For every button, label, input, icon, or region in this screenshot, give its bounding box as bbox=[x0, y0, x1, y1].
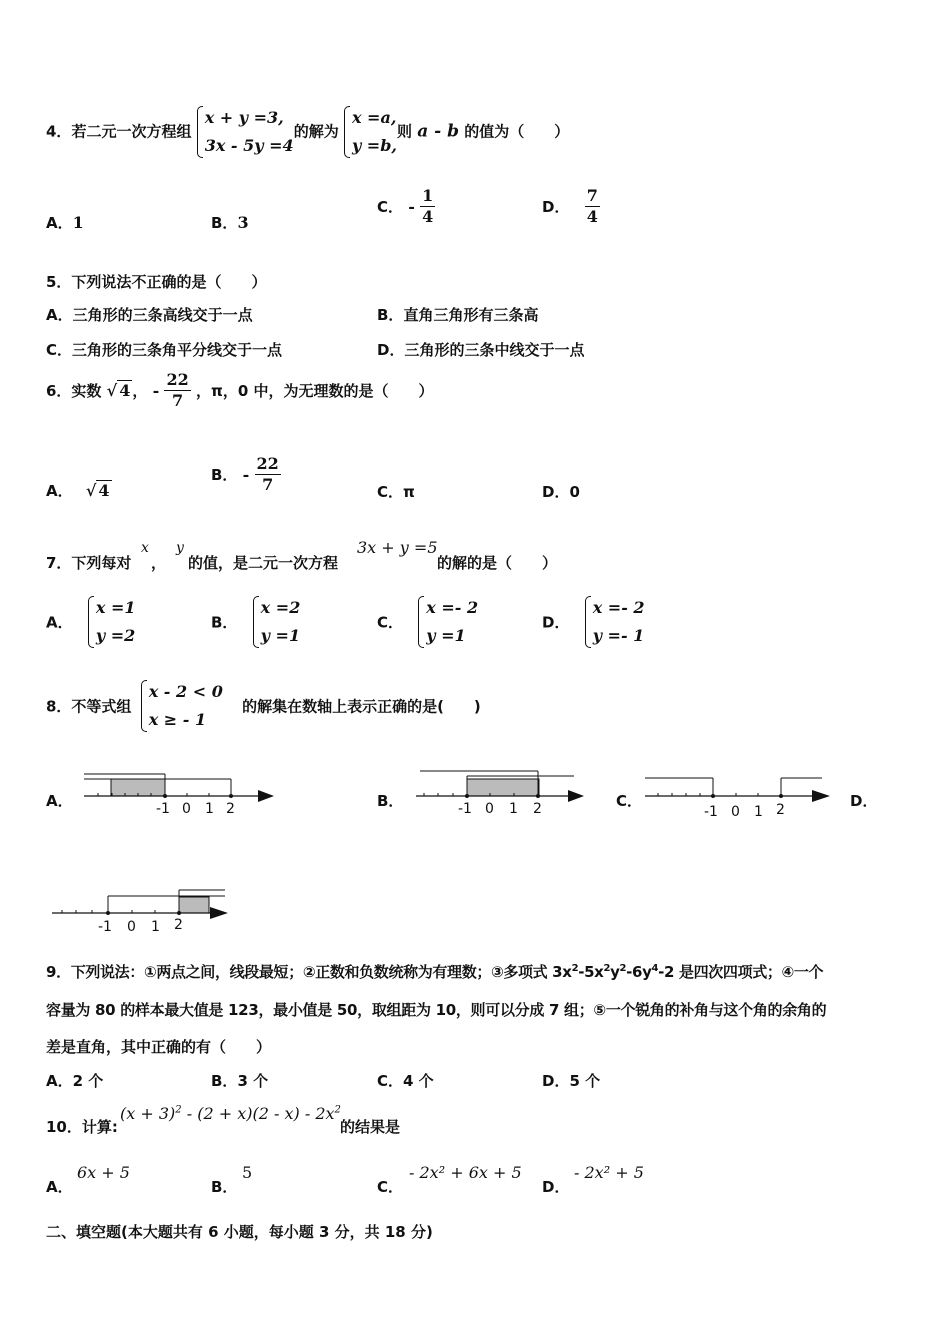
option-sqrt: √ 4 bbox=[85, 481, 110, 500]
question-4 bbox=[46, 104, 569, 160]
q8-option-c-numberline[interactable] bbox=[640, 766, 834, 822]
q6-sep: ， bbox=[132, 382, 148, 400]
q6-stem-pre: 6．实数 bbox=[46, 382, 102, 400]
tick-label: 1 bbox=[754, 804, 763, 820]
option-label: D． bbox=[542, 198, 570, 216]
q9-option-a[interactable] bbox=[46, 1070, 103, 1091]
q4-number: 4． bbox=[46, 122, 72, 141]
option-text: 1 bbox=[72, 213, 84, 232]
q9-line-3: 差是直角，其中正确的有（ ） bbox=[46, 1038, 272, 1056]
q7-option-d[interactable] bbox=[542, 594, 645, 650]
option-system bbox=[253, 594, 301, 650]
q9-line-2: 容量为 80 的样本最大值是 123，最小值是 50，取组距为 10，则可以分成 7 组；⑤一个锐角的补角与这个角的余角的 bbox=[46, 1001, 827, 1019]
option-label: D． bbox=[542, 483, 570, 501]
system-row: x =- 2 bbox=[426, 598, 479, 617]
q4-expr: a - b bbox=[417, 121, 460, 142]
option-label: C． bbox=[377, 483, 404, 501]
q9-text: 9．下列说法：①两点之间，线段最短；②正数和负数统称为有理数；③多项式 3x bbox=[46, 963, 572, 981]
denominator: 4 bbox=[422, 207, 434, 226]
system-row: x =2 bbox=[260, 598, 301, 617]
option-fraction bbox=[255, 454, 281, 495]
tick-label: 2 bbox=[226, 801, 235, 817]
option-text: π bbox=[403, 483, 415, 501]
q7-option-b[interactable] bbox=[211, 594, 300, 650]
point bbox=[106, 911, 110, 915]
tick-label: -1 bbox=[156, 801, 170, 817]
system-row: x =- 2 bbox=[592, 598, 645, 617]
q4-system-2-row-2: y =b, bbox=[351, 136, 397, 155]
option-sign: - bbox=[408, 197, 415, 216]
tick-label: 0 bbox=[731, 804, 740, 820]
option-label: C． bbox=[46, 341, 73, 359]
q9-text: -2 是四次四项式；④一个 bbox=[658, 963, 824, 981]
question-6 bbox=[46, 370, 433, 411]
option-label: A． bbox=[46, 1072, 73, 1090]
q4-system-2-row-1: x =a, bbox=[351, 108, 397, 127]
q10-exp-a: 2 bbox=[175, 1104, 182, 1116]
q9-line-1 bbox=[46, 961, 823, 982]
q8-option-b-label[interactable]: B． bbox=[377, 792, 404, 810]
q5-option-a[interactable] bbox=[46, 304, 253, 325]
shaded-region bbox=[467, 779, 539, 796]
q8-stem-post: 的解集在数轴上表示正确的是( ) bbox=[242, 697, 481, 716]
point bbox=[711, 794, 715, 798]
option-label: A． bbox=[46, 306, 73, 324]
q6-stem-post: ，π，0 中，为无理数的是（ ） bbox=[195, 382, 434, 400]
numerator: 1 bbox=[422, 186, 434, 205]
option-fraction bbox=[585, 186, 600, 227]
tick-label: 1 bbox=[509, 801, 518, 817]
axis-arrow bbox=[812, 790, 830, 802]
option-label: B． bbox=[211, 466, 238, 484]
q8-option-a-numberline[interactable] bbox=[78, 766, 278, 822]
q6-option-b[interactable] bbox=[211, 454, 281, 495]
q10-option-a-label[interactable]: A． bbox=[46, 1178, 73, 1196]
q5-option-c[interactable] bbox=[46, 339, 282, 360]
point bbox=[779, 794, 783, 798]
axis-arrow bbox=[210, 907, 228, 919]
option-text: 三角形的三条中线交于一点 bbox=[404, 341, 585, 359]
q7-option-a[interactable] bbox=[46, 594, 136, 650]
q10-expr-b: - (2 + x)(2 - x) - 2x bbox=[181, 1104, 335, 1123]
system-row: y =1 bbox=[260, 626, 301, 645]
tick-label: -1 bbox=[98, 919, 112, 935]
q6-sqrt: √ 4 bbox=[106, 381, 131, 400]
option-label: B． bbox=[211, 613, 238, 632]
system-row: y =2 bbox=[95, 626, 136, 645]
option-system bbox=[418, 594, 478, 650]
q4-stem-post: 的值为（ ） bbox=[464, 122, 570, 141]
point bbox=[163, 794, 167, 798]
option-label: A． bbox=[46, 214, 73, 232]
option-label: A． bbox=[46, 613, 73, 632]
tick-label: 0 bbox=[127, 919, 136, 935]
q9-text: -6y bbox=[626, 963, 652, 981]
q4-system-1-row-1: x + y =3, bbox=[204, 108, 284, 127]
question-8 bbox=[46, 678, 481, 734]
option-label: C． bbox=[377, 1072, 404, 1090]
q7-comma: ， bbox=[151, 554, 167, 572]
shaded-region bbox=[179, 897, 209, 913]
option-text: 0 bbox=[569, 483, 580, 501]
option-sign: - bbox=[242, 465, 250, 484]
tick-label: 2 bbox=[533, 801, 542, 817]
q4-option-a[interactable] bbox=[46, 212, 84, 233]
option-system bbox=[585, 594, 645, 650]
tick-label: 1 bbox=[151, 919, 160, 935]
option-label: B． bbox=[377, 306, 404, 324]
q9-option-b[interactable] bbox=[211, 1070, 268, 1091]
option-text: 直角三角形有三条高 bbox=[403, 306, 539, 324]
q6-option-a[interactable] bbox=[46, 480, 112, 501]
q9-sup: 4 bbox=[651, 963, 659, 974]
q10-option-b-label[interactable]: B． bbox=[211, 1178, 238, 1196]
q10-stem-pre: 10．计算: bbox=[46, 1118, 118, 1136]
q7-stem-mid: 的值，是二元一次方程 bbox=[188, 554, 339, 572]
denominator: 4 bbox=[586, 207, 598, 226]
q7-var-x: x bbox=[141, 540, 149, 556]
q4-option-c[interactable] bbox=[377, 186, 435, 227]
option-label: D． bbox=[542, 613, 570, 632]
option-text: 4 个 bbox=[403, 1072, 434, 1090]
q10-option-d-label[interactable]: D． bbox=[542, 1178, 570, 1196]
q4-system-1-row-2: 3x - 5y =4 bbox=[204, 136, 294, 155]
system-row: x =1 bbox=[95, 598, 136, 617]
q4-system-1 bbox=[197, 104, 294, 160]
tick-label: 0 bbox=[182, 801, 191, 817]
q9-text: y bbox=[610, 963, 620, 981]
denominator: 7 bbox=[262, 475, 274, 494]
system-row: x ≥ - 1 bbox=[148, 710, 207, 729]
q9-option-c[interactable] bbox=[377, 1070, 434, 1091]
system-row: y =1 bbox=[426, 626, 466, 645]
q7-equation: 3x + y =5 bbox=[357, 538, 438, 557]
numerator: 7 bbox=[586, 186, 598, 205]
axis-arrow bbox=[258, 790, 274, 802]
option-system bbox=[88, 594, 136, 650]
q7-stem-pre: 7．下列每对 bbox=[46, 554, 132, 572]
option-label: C． bbox=[377, 613, 404, 632]
option-label: D． bbox=[542, 1072, 570, 1090]
system-row: x - 2 < 0 bbox=[148, 682, 223, 701]
q4-stem-pre: 若二元一次方程组 bbox=[71, 122, 192, 141]
q10-expr-a: (x + 3) bbox=[120, 1104, 176, 1123]
q5-stem: 5．下列说法不正确的是（ ） bbox=[46, 273, 267, 291]
point bbox=[536, 794, 540, 798]
option-text: 3 个 bbox=[237, 1072, 269, 1090]
point bbox=[465, 794, 469, 798]
q6-option-c[interactable] bbox=[377, 481, 415, 502]
q7-var-y: y bbox=[176, 540, 184, 556]
q6-fraction bbox=[164, 370, 190, 411]
numerator: 22 bbox=[166, 370, 189, 389]
numerator: 22 bbox=[256, 454, 279, 473]
q5-option-b[interactable] bbox=[377, 304, 538, 325]
option-label: B． bbox=[211, 1072, 238, 1090]
tick-label: 1 bbox=[205, 801, 214, 817]
q7-option-c[interactable] bbox=[377, 594, 478, 650]
q10-option-c-text[interactable]: - 2x² + 6x + 5 bbox=[409, 1163, 522, 1182]
q8-option-a-label[interactable]: A． bbox=[46, 792, 73, 810]
q10-option-c-label[interactable]: C． bbox=[377, 1178, 404, 1196]
q4-option-d[interactable] bbox=[542, 186, 600, 227]
q8-option-d-label[interactable]: D． bbox=[850, 792, 878, 810]
point bbox=[177, 911, 181, 915]
q10-expression bbox=[120, 1104, 341, 1123]
q10-stem-post: 的结果是 bbox=[340, 1118, 401, 1136]
option-text: 5 个 bbox=[569, 1072, 601, 1090]
tick-label: -1 bbox=[458, 801, 472, 817]
system-row: y =- 1 bbox=[592, 626, 645, 645]
denominator: 7 bbox=[172, 391, 184, 410]
q9-sup: 2 bbox=[603, 963, 611, 974]
q5-option-d[interactable] bbox=[377, 339, 584, 360]
radicand: 4 bbox=[98, 481, 110, 500]
q8-option-d-numberline[interactable] bbox=[48, 880, 234, 936]
q9-option-d[interactable] bbox=[542, 1070, 600, 1091]
q8-option-b-numberline[interactable] bbox=[410, 766, 592, 822]
q10-option-a-text[interactable]: 6x + 5 bbox=[77, 1163, 130, 1182]
q7-stem-post: 的解的是（ ） bbox=[437, 554, 558, 572]
q9-sup: 2 bbox=[571, 963, 579, 974]
radicand: 4 bbox=[119, 381, 131, 400]
option-fraction bbox=[420, 186, 435, 227]
tick-label: 0 bbox=[485, 801, 494, 817]
q6-sign: - bbox=[152, 381, 160, 400]
q10-exp-b: 2 bbox=[334, 1104, 341, 1116]
q9-sup: 2 bbox=[619, 963, 627, 974]
section-2-title: 二、填空题(本大题共有 6 小题，每小题 3 分，共 18 分) bbox=[46, 1223, 433, 1241]
q8-stem-pre: 8．不等式组 bbox=[46, 697, 132, 716]
option-label: D． bbox=[377, 341, 405, 359]
q4-stem-mid: 的解为 bbox=[293, 122, 339, 141]
q4-stem-then: 则 bbox=[396, 122, 412, 141]
tick-label: 2 bbox=[174, 917, 183, 933]
option-label: B． bbox=[211, 214, 238, 232]
point bbox=[229, 794, 233, 798]
option-text: 2 个 bbox=[72, 1072, 104, 1090]
q10-option-d-text[interactable]: - 2x² + 5 bbox=[574, 1163, 644, 1182]
option-text: 三角形的三条角平分线交于一点 bbox=[72, 341, 283, 359]
option-text: 3 bbox=[237, 213, 249, 232]
q10-option-b-text[interactable]: 5 bbox=[242, 1163, 253, 1182]
q6-option-d[interactable] bbox=[542, 481, 580, 502]
q9-text: -5x bbox=[578, 963, 604, 981]
tick-label: 2 bbox=[776, 802, 785, 818]
q8-system bbox=[141, 678, 223, 734]
q8-option-c-label[interactable]: C． bbox=[616, 792, 643, 810]
q4-option-b[interactable] bbox=[211, 212, 249, 233]
option-label: A． bbox=[46, 482, 73, 500]
axis-arrow bbox=[568, 790, 584, 802]
q4-system-2 bbox=[344, 104, 397, 160]
tick-label: -1 bbox=[704, 804, 718, 820]
option-text: 三角形的三条高线交于一点 bbox=[72, 306, 253, 324]
option-label: C． bbox=[377, 198, 404, 216]
